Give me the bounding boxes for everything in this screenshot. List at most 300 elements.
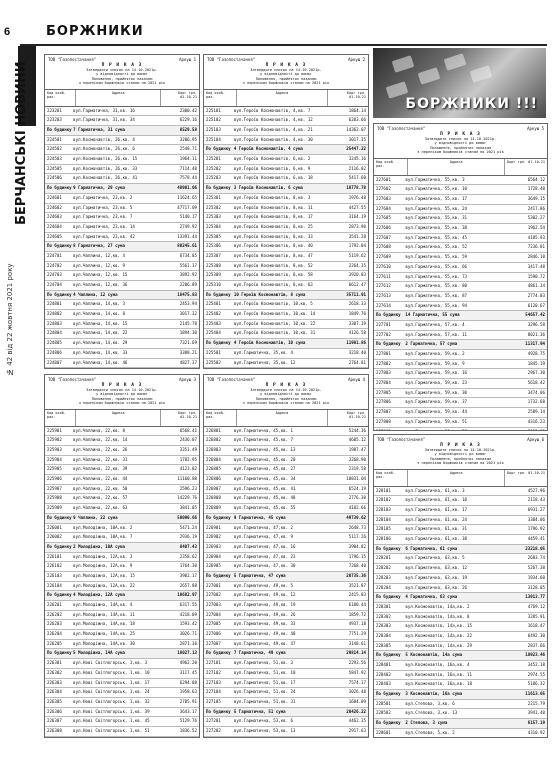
debt-amount: 8407.43 xyxy=(179,543,197,549)
account-id: 227002 xyxy=(206,592,221,598)
address: вул.Гарматична, 59,кв. 16 xyxy=(405,370,468,376)
address: вул.Космонавтів, 14а,кв. 8 xyxy=(405,613,470,619)
address: вул.Чаплина, 14,кв. 3 xyxy=(73,301,125,307)
debt-amount: 1987.47 xyxy=(348,447,366,452)
address: вул.Космонавтів, 16а,кв. 4 xyxy=(405,662,470,667)
address: вул.Нові Світлогорськ, 1,кв. 17 xyxy=(73,679,150,685)
table-row xyxy=(204,281,368,291)
debt-amount: 2264.35 xyxy=(348,262,366,268)
debt-amount: 3148.61 xyxy=(348,640,366,646)
table-row xyxy=(204,165,368,175)
debt-amount: 4126.58 xyxy=(348,330,366,336)
address: вул.Космонавтів, 16а,кв. 11 xyxy=(405,671,472,677)
account-id: 225904 xyxy=(47,456,62,462)
building-total-row xyxy=(45,184,199,194)
table-row xyxy=(374,613,547,623)
debt-amount: 6568.41 xyxy=(179,427,197,433)
address: вул.Гарматична, 23,кв. 42 xyxy=(73,233,135,239)
account-id: 224505 xyxy=(47,165,62,171)
debt-amount: 6180.44 xyxy=(348,602,366,607)
account-id: 225501 xyxy=(206,349,221,355)
account-id: 228101 xyxy=(376,487,391,493)
debt-amount: 8529.58 xyxy=(179,127,197,132)
building-total-row xyxy=(204,291,368,301)
address: вул.Космонавтів, 26,кв. 6 xyxy=(73,146,135,152)
account-id: 227602 xyxy=(376,186,391,192)
account-id: 227001 xyxy=(206,582,221,588)
table-row xyxy=(374,603,547,613)
table-row xyxy=(374,428,547,432)
debt-amount: 18475.83 xyxy=(177,291,197,297)
debt-amount: 50090.66 xyxy=(177,514,197,520)
account-id: 226302 xyxy=(47,669,62,675)
description-line: з переліком боржників станом на 2021 рік xyxy=(417,461,504,466)
debt-amount: 2657.88 xyxy=(179,582,197,588)
table-row xyxy=(374,273,547,283)
address: вул.Гарматична, 23,кв. 14 xyxy=(73,223,135,229)
table-row xyxy=(374,525,547,535)
account-id: 226901 xyxy=(206,524,221,530)
address: вул.Гарматична, 59,кв. 37 xyxy=(405,399,468,405)
table-row xyxy=(45,107,199,117)
debt-amount: 3205.91 xyxy=(527,613,545,619)
table-row xyxy=(374,398,547,408)
table-row xyxy=(204,271,368,281)
address: вул.Нові Світлогорськ, 1,кв. 51 xyxy=(73,727,150,733)
account-id: 226807 xyxy=(206,485,221,491)
account-id: 225902 xyxy=(47,437,62,443)
account-id: 228102 xyxy=(376,497,391,503)
table-row xyxy=(45,427,199,437)
debt-amount: 3904.82 xyxy=(348,543,366,549)
table-row xyxy=(204,126,368,136)
account-id: 227102 xyxy=(206,669,221,675)
account-id: 227614 xyxy=(376,302,391,308)
address: вул.Гарматична, 45,кв. 48 xyxy=(233,495,296,501)
debt-amount: 2776.30 xyxy=(348,495,366,501)
account-id: 224501 xyxy=(47,136,62,142)
order-title: П Р И К А З xyxy=(265,63,307,68)
account-id: 225403 xyxy=(206,320,221,326)
address: вул.Космонавтів, 14а,кв. 22 xyxy=(405,632,472,638)
table-row xyxy=(45,659,199,669)
debt-amount: 3218.40 xyxy=(348,349,366,355)
description-line: у відповідності до вимог xyxy=(96,72,148,77)
address: вул.Чаплина, 22,кв. 39 xyxy=(73,466,128,472)
table-row xyxy=(45,620,199,630)
debt-amount: 2589.14 xyxy=(527,409,545,415)
debt-amount: 6229.16 xyxy=(179,117,197,123)
table-row xyxy=(204,262,368,272)
address: вул.Чаплина, 22,кв. 31 xyxy=(73,456,128,462)
column-address: Адреса xyxy=(408,159,505,175)
address: вул.Гарматична, 55,кв. 31 xyxy=(405,215,468,221)
account-id: 228501 xyxy=(376,700,391,706)
table-row xyxy=(204,174,368,184)
account-id: 227610 xyxy=(376,263,391,269)
address: вул.Гарматична, 55,кв. 45 xyxy=(405,234,468,240)
account-id: 225101 xyxy=(206,107,221,113)
table-row xyxy=(204,136,368,146)
debt-amount: 4861.34 xyxy=(527,283,545,289)
account-id: 225401 xyxy=(206,301,221,307)
debt-amount: 35711.91 xyxy=(346,291,366,297)
account-id: 224805 xyxy=(47,340,62,346)
address: вул.Героїв Космонавтів, 4,кв. 7 xyxy=(233,107,311,113)
address: вул.Молодіжна, 12А,кв. 9 xyxy=(73,563,133,569)
address: вул.Гарматична, 45,кв. 13 xyxy=(233,447,296,452)
account-id: 223203 xyxy=(47,117,62,123)
table-row xyxy=(45,717,199,727)
account-id: По будинку xyxy=(376,652,401,658)
notice-header xyxy=(45,55,199,62)
address: вул.Чаплина, 22,кв. 57 xyxy=(73,495,128,501)
newspaper-brand: БЕРЧАНСЬКІ НОВИНИ xyxy=(14,61,29,225)
debt-amount: 5302.27 xyxy=(527,215,545,221)
table-row xyxy=(45,582,199,592)
address: вул.Гарматична, 55,кв. 52 xyxy=(405,244,468,250)
account-id: По будинку xyxy=(206,291,231,297)
debt-amount: 1590.72 xyxy=(527,273,545,279)
table-row xyxy=(374,661,547,671)
account-id: 224801 xyxy=(47,301,62,307)
address: вул.Чаплина, 12,кв. 4 xyxy=(73,252,125,258)
debt-amount: 11901.86 xyxy=(346,340,366,346)
account-id: 227701 xyxy=(376,321,391,327)
debt-amount: 1859.72 xyxy=(348,611,366,617)
address: вул.Гарматична, 45,кв. 7 xyxy=(233,437,294,443)
table-row xyxy=(374,574,547,584)
account-id: 227006 xyxy=(206,631,221,637)
address: 6 Гарматична, 61 сума xyxy=(405,545,458,551)
table-row xyxy=(45,727,199,737)
account-id: 226307 xyxy=(47,718,62,724)
table-row xyxy=(45,465,199,475)
address: вул.Чаплина, 14,кв. 15 xyxy=(73,320,128,326)
debt-amount: 6931.27 xyxy=(527,507,545,512)
table-row xyxy=(204,155,368,165)
address: вул.Молодіжна, 14А,кв. 11 xyxy=(73,611,135,617)
debt-amount: 1593.42 xyxy=(179,621,197,627)
account-id: 226801 xyxy=(206,427,221,433)
table-row xyxy=(45,271,199,281)
address: вул.Гарматична, 63,кв. 19 xyxy=(405,574,468,580)
address: вул.Гарматична, 35,кв. 4 xyxy=(233,349,294,355)
account-id: 225402 xyxy=(206,311,221,317)
building-total-row xyxy=(45,649,199,659)
address: вул.Гарматична, 59,кв. 58 xyxy=(405,428,468,431)
account-id: 227805 xyxy=(376,389,391,395)
debt-amount: 5129.76 xyxy=(179,718,197,724)
address: вул.Гарматична, 49,кв. 26 xyxy=(233,611,296,617)
building-total-row xyxy=(374,545,547,555)
debt-amount: 1728.40 xyxy=(527,186,545,192)
address: 4 Гарматична, 63 сума xyxy=(405,594,458,600)
table-row xyxy=(45,165,199,175)
account-id: 227613 xyxy=(376,292,391,298)
debt-amount: 4185.93 xyxy=(527,234,545,240)
table-row xyxy=(204,456,368,466)
debt-amount: 14229.76 xyxy=(177,495,197,501)
account-id: 227103 xyxy=(206,679,221,685)
address: вул.Гарматична, 55,кв. 3 xyxy=(405,176,465,182)
address: вул.Гарматична, 63,кв. 5 xyxy=(405,555,465,561)
description-line: Положення, прийнятих наказом xyxy=(255,76,317,81)
account-id: 224806 xyxy=(47,349,62,355)
debt-amount: 2215.79 xyxy=(527,700,545,706)
address: вул.Гарматична, 61,кв. 31 xyxy=(405,526,468,532)
address: вул.Гарматична, 55,кв. 80 xyxy=(405,283,468,289)
address: вул.Степова, 3,кв. 6 xyxy=(405,700,455,706)
table-row xyxy=(45,145,199,155)
debt-amount: 3841.05 xyxy=(179,505,197,511)
account-id: 227604 xyxy=(376,205,391,211)
table-row xyxy=(45,524,199,534)
address: вул.Героїв Космонавтів, 8,кв. 58 xyxy=(233,272,313,278)
account-id: 225905 xyxy=(47,466,62,472)
table-row xyxy=(45,562,199,572)
debt-amount: 1894.30 xyxy=(179,330,197,336)
address: вул.Гарматична, 45,кв. 34 xyxy=(233,476,296,482)
keyboard-key-graphic xyxy=(418,67,441,85)
address: 5 Молодіжна, 14А сума xyxy=(73,650,125,656)
account-id: По будинку xyxy=(47,650,72,656)
account-id xyxy=(204,737,234,738)
table-row xyxy=(374,195,547,205)
account-id xyxy=(45,737,73,738)
account-id: 227601 xyxy=(376,176,391,182)
account-id: 227201 xyxy=(206,718,221,724)
column-headers xyxy=(374,469,547,487)
column-headers xyxy=(204,409,368,427)
address: вул.Гарматична, 55,кв. 73 xyxy=(405,273,468,279)
address: вул.Космонавтів, 14а,кв. 29 xyxy=(405,642,472,648)
table-row xyxy=(204,601,368,611)
account-id: 226805 xyxy=(206,466,221,472)
debt-amount: 4427.55 xyxy=(348,204,366,210)
address: 2 Гарматична, 57 сума xyxy=(405,341,458,347)
account-id: 227803 xyxy=(376,370,391,376)
table-row xyxy=(45,456,199,466)
debt-amount: 2293.56 xyxy=(348,660,366,666)
account-id: 226902 xyxy=(206,534,221,540)
account-id: 226201 xyxy=(47,602,62,607)
table-row xyxy=(374,282,547,292)
debt-amount: 1849.76 xyxy=(348,311,366,317)
address xyxy=(73,737,163,738)
account-id: 228305 xyxy=(376,642,391,648)
account-id: 226308 xyxy=(47,727,62,733)
debt-amount: 6734.85 xyxy=(179,252,197,258)
account-id: 224605 xyxy=(47,233,62,239)
address: вул.Молодіжна, 14А,кв. 25 xyxy=(73,631,135,637)
account-id: 225306 xyxy=(206,243,221,249)
table-row xyxy=(45,553,199,563)
account-id: 228203 xyxy=(376,574,391,580)
address: вул.Космонавтів, 14а,кв. 2 xyxy=(405,603,470,609)
debt-amount: 3892.92 xyxy=(179,272,197,278)
address: вул.Чаплина, 14,кв. 22 xyxy=(73,330,128,336)
address: 5 Гарматична, 51 сума xyxy=(233,708,286,714)
building-total-row xyxy=(45,126,199,136)
address: вул.Гарматична, 61,кв. 10 xyxy=(405,497,468,503)
account-id xyxy=(204,368,234,369)
table-row xyxy=(374,496,547,506)
debt-amount: 4937.18 xyxy=(348,621,366,627)
account-id: 226202 xyxy=(47,611,62,617)
column-debt: Борг грн. 01.10.21 xyxy=(507,470,545,475)
debt-amount: 4928.75 xyxy=(527,351,545,356)
debt-amount xyxy=(330,368,368,369)
description-line: Затвердити список на 14.10.2021р. xyxy=(424,448,497,452)
company-name: ТОВ "Газопостачання" xyxy=(207,377,256,382)
account-id: 226803 xyxy=(206,447,221,452)
debt-amount: 13391.44 xyxy=(177,233,197,239)
description-line: у відповідності до вимог xyxy=(260,392,312,397)
debt-amount: 23218.05 xyxy=(525,545,545,551)
debt-amount: 5117.26 xyxy=(348,534,366,540)
table-row xyxy=(45,446,199,456)
table-row xyxy=(45,630,199,640)
building-total-row xyxy=(204,184,368,194)
debt-amount: 14362.07 xyxy=(346,127,366,132)
building-total-row xyxy=(374,719,547,729)
table-row xyxy=(374,632,547,642)
address: вул.Гарматична, 51,кв. 31 xyxy=(233,698,296,704)
description-line: Положення, прийнятих наказом xyxy=(255,396,317,401)
debt-amount: 1792.04 xyxy=(348,243,366,249)
account-id: 226304 xyxy=(47,689,62,695)
account-id: 226001 xyxy=(47,524,62,530)
address: вул.Гарматична, 59,кв. 51 xyxy=(405,418,468,424)
table-row xyxy=(374,642,547,652)
account-id: 227005 xyxy=(206,621,221,627)
debt-amount: 1782.95 xyxy=(179,456,197,462)
account-id: 223201 xyxy=(47,107,62,113)
address xyxy=(234,737,330,738)
sheet-number: Аркуш 2 xyxy=(348,57,365,62)
account-id: По будинку xyxy=(206,650,231,656)
address: 5 Гарматична, 47 сума xyxy=(233,572,286,578)
debt-amount: 7236.81 xyxy=(527,244,545,250)
debt-amount: 11624.65 xyxy=(177,194,197,200)
debt-amount: 4310.92 xyxy=(527,729,545,735)
address: вул.Гарматична, 53,кв. 6 xyxy=(233,718,294,724)
account-id: 227807 xyxy=(376,409,391,415)
account-id: 225901 xyxy=(47,427,62,433)
account-id: По будинку xyxy=(47,127,72,132)
debt-amount: 1836.52 xyxy=(179,727,197,733)
account-id: По будинку xyxy=(206,572,231,578)
address: вул.Чаплина, 12,кв. 9 xyxy=(73,262,125,268)
description-line: Затвердити список на 14.10.2021р. xyxy=(424,137,497,141)
account-id: По будинку xyxy=(376,312,401,318)
table-row xyxy=(45,533,199,543)
address: вул.Гарматична, 23,кв. 2 xyxy=(73,194,133,200)
debt-amount: 13013.77 xyxy=(525,594,545,600)
debt-amount: 3941.40 xyxy=(527,710,545,716)
debt-amount: 1962.54 xyxy=(527,225,545,231)
debt-amount: 6317.55 xyxy=(179,602,197,607)
account-id: 225301 xyxy=(206,194,221,200)
table-row xyxy=(45,300,199,310)
address: вул.Гарматична, 47,кв. 16 xyxy=(233,543,296,549)
address: вул.Гарматична, 47,кв. 30 xyxy=(233,563,296,569)
order-title: П Р И К А З xyxy=(101,63,143,68)
order-description xyxy=(45,388,199,406)
table-row xyxy=(374,564,547,574)
table-row xyxy=(45,436,199,446)
address: вул.Гарматична, 45,кв. 55 xyxy=(233,505,296,511)
account-id: По будинку xyxy=(376,341,401,347)
address: 4 Героїв Космонавтів, 4 сума xyxy=(233,146,303,152)
address: вул.Молодіжна, 14А,кв. 18 xyxy=(73,621,135,627)
account-id: По будинку xyxy=(376,720,401,726)
account-id: 225308 xyxy=(206,262,221,268)
column-address: Адреса xyxy=(76,410,161,426)
address: вул.Молодіжна, 10А,кв. 7 xyxy=(73,534,133,540)
table-row xyxy=(374,360,547,370)
address: вул.Молодіжна, 14А,кв. 4 xyxy=(73,602,133,607)
table-row xyxy=(204,233,368,243)
account-id: 224503 xyxy=(47,156,62,162)
account-id: 227003 xyxy=(206,602,221,607)
account-id: По будинку xyxy=(376,545,401,551)
address: 3 Космонавтів, 16а сума xyxy=(405,691,463,697)
account-id: 227806 xyxy=(376,399,391,405)
address: вул.Чаплина, 22,кв. 8 xyxy=(73,427,125,433)
address: вул.Героїв Космонавтів, 10,кв. 5 xyxy=(233,301,313,307)
debtors-notice xyxy=(203,54,369,369)
column-account: Код особ. рах. xyxy=(374,470,408,486)
debt-amount: 3388.21 xyxy=(179,349,197,355)
account-id: 226904 xyxy=(206,553,221,559)
table-row xyxy=(45,155,199,165)
debtors-notice xyxy=(44,54,200,369)
table-row xyxy=(45,708,199,718)
table-row xyxy=(374,292,547,302)
debt-amount: 6524.19 xyxy=(348,485,366,491)
address: 9 Чаплина, 22 сума xyxy=(73,514,118,520)
account-id: По будинку xyxy=(47,291,72,297)
account-id: 225307 xyxy=(206,252,221,258)
keyboard-key-graphic xyxy=(444,53,467,71)
account-id: 226808 xyxy=(206,495,221,501)
address: вул.Героїв Космонавтів, 8,кв. 17 xyxy=(233,214,313,220)
address: вул.Героїв Космонавтів, 8,кв. 11 xyxy=(233,204,313,210)
debt-amount: 3026.71 xyxy=(179,631,197,637)
account-id: 224502 xyxy=(47,146,62,152)
order-description xyxy=(374,137,547,155)
address: вул.Степова, 5,кв. 2 xyxy=(405,729,455,735)
address: 7 Гарматична, 31 сума xyxy=(73,127,125,132)
address: вул.Героїв Космонавтів, 6,кв. 18 xyxy=(233,175,313,181)
address: вул.Гарматична, 49,кв. 47 xyxy=(233,640,296,646)
address: вул.Гарматична, 55,кв. 24 xyxy=(405,205,468,211)
table-row xyxy=(45,640,199,650)
debt-amount: 6120.67 xyxy=(527,302,545,308)
address: вул.Гарматична, 47,кв. 23 xyxy=(233,553,296,559)
description-line: Затвердити список на 14.10.2021р. xyxy=(86,388,158,392)
header-rule xyxy=(20,44,547,46)
debt-amount: 3351.49 xyxy=(179,447,197,452)
account-id: 227802 xyxy=(376,360,391,366)
table-row xyxy=(374,234,547,244)
column-headers xyxy=(45,409,199,427)
debt-amount: 1864.14 xyxy=(348,107,366,113)
table-row xyxy=(45,359,199,369)
address: вул.Гарматична, 49,кв. 33 xyxy=(233,621,296,627)
